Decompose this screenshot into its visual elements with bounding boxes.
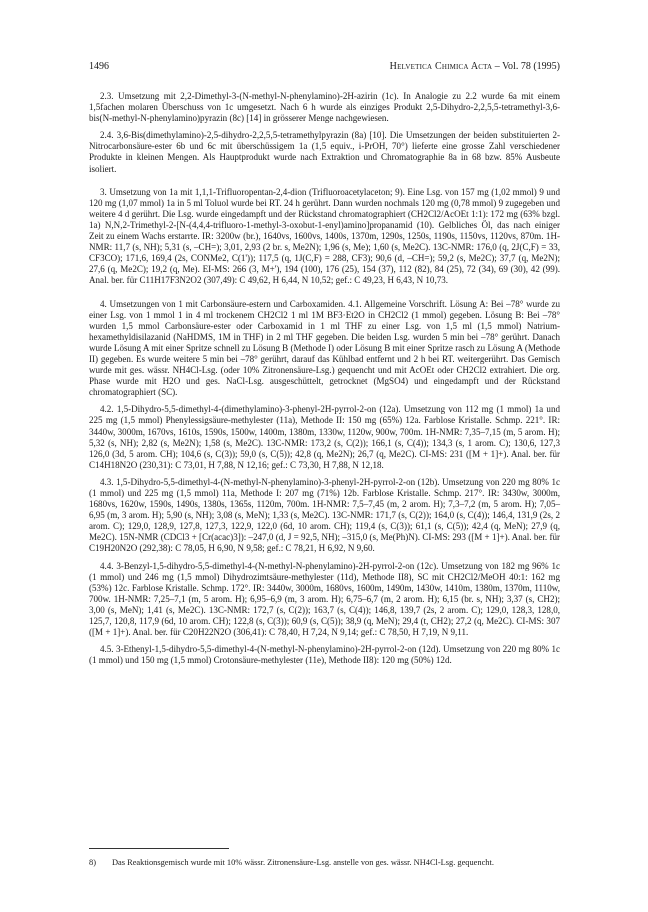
journal-name: Helvetica Chimica Acta [389,61,493,72]
paragraph-2-4: 2.4. 3,6-Bis(dimethylamino)-2,5-dihydro-2,2,5,5-tetramethylpyrazin (8a) [10]. Die Umsetzungen der beiden substituierten 2-Nitrocarbonsäure-ester 6b und 6c mit überschüssigem 1a (1,5 equiv., i-PrOH, 70°) lieferte eine grosse Zahl verschiedener Produkte in kleinen Mengen. Als Hauptprodukt wurde nach Extraktion und Chromatographie 8a in 68 bzw. 85% Ausbeute isoliert. [89,130,560,174]
footnote [89,858,560,869]
journal-title [390,61,560,72]
paragraph-2-3: 2.3. Umsetzung mit 2,2-Dimethyl-3-(N-methyl-N-phenylamino)-2H-azirin (1c). In Analogie zu 2.2 wurde 6a mit einem 1,5fachen molaren Überschuss von 1c umgesetzt. Nach 6 h wurde als einziges Produkt 2,5-Dihydro-2,2,5,5-tetramethyl-3,6-bis(N-methyl-N-phenylamino)pyrazin (8c) [14] in grösserer Menge nachgewiesen. [89,91,560,124]
paragraph-4-3: 4.3. 1,5-Dihydro-5,5-dimethyl-4-(N-methyl-N-phenylamino)-3-phenyl-2H-pyrrol-2-on (12b). Umsetzung von 220 mg 80% 1c (1 mmol) und 225 mg (1,5 mmol) 11a, Methode I: 207 mg (71%) 12b. Farblose Kristalle. Schmp. 217°. IR: 3430w, 3000m, 1680vs, 1620w, 1590s, 1490s, 1380s, 1365s, 1120m, 700m. 1H-NMR: 7,5–7,45 (m, 2 arom. H); 7,3–7,2 (m, 5 arom. H); 7,05–6,95 (m, 3 arom. H); 5,90 (s, NH); 3,08 (s, MeN); 1,33 (s, Me2C). 13C-NMR: 171,7 (s, C(2)); 164,0 (s, C(4)); 146,4, 131,9 (2s, 2 arom. C); 129,0, 128,9, 127,8, 127,3, 122,9, 122,0 (6d, 10 arom. CH); 119,4 (s, C(3)); 61,1 (s, C(5)); 42,4 (q, MeN); 27,9 (q, Me2C). 15N-NMR (CDCl3 + [Cr(acac)3]): –247,0 (d, J = 92,5, NH); –315,0 (s, Me(Ph)N). CI-MS: 293 ([M + 1]+). Anal. ber. für C19H20N2O (292,38): C 78,05, H 6,90, N 9,58; gef.: C 78,21, H 6,92, N 9,60. [89,476,560,554]
paragraph-4-1: 4. Umsetzungen von 1 mit Carbonsäure-estern und Carboxamiden. 4.1. Allgemeine Vorschrift. Lösung A: Bei –78° wurde zu einer Lsg. von 1 mmol 1 in 4 ml trockenem CH2Cl2 1 ml 1M BF3·Et2O in CH2Cl2 (1 mmol) gegeben. Lösung B: Bei –78° wurden 1,5 mmol Carbonsäure-ester oder Carboxamid in 1 ml THF zu einer Lsg. von 1,5 ml (1,5 mmol) Natrium-hexamethyldisilazanid (NaHDMS, 1M in THF) in 2 ml THF gegeben. Die beiden Lsg. wurden 5 min bei –78° gerührt. Danach wurde Lösung A mit einer Spritze schnell zu Lösung B (Methode I) oder Lösung B mit einer Spritze rasch zu Lösung A (Methode II) gegeben. Es wurde weitere 5 min bei –78° gerührt, darauf das Kühlbad entfernt und 2 h bei RT. weitergerührt. Das Gemisch wurde mit ges. wässr. NH4Cl-Lsg. (oder 10% Zitronensäure-Lsg.) gequencht und mit AcOEt oder CH2Cl2 extrahiert. Die org. Phase wurde mit H2O und ges. NaCl-Lsg. ausgeschüttelt, getrocknet (MgSO4) und eingedampft und der Rückstand chromatographiert (SC). [89,298,560,398]
journal-volume: – Vol. 78 (1995) [494,61,560,72]
paragraph-4-5: 4.5. 3-Ethenyl-1,5-dihydro-5,5-dimethyl-4-(N-methyl-N-phenylamino)-2H-pyrrol-2-on (12d). Umsetzung von 220 mg 80% 1c (1 mmol) und 150 mg (1,5 mmol) Crotonsäure-methylester (11e), Methode II8): 120 mg (50%) 12d. [89,644,560,666]
paragraph-3: 3. Umsetzung von 1a mit 1,1,1-Trifluoropentan-2,4-dion (Trifluoroacetylaceton; 9). Eine Lsg. von 157 mg (1,02 mmol) 9 und 120 mg (1,07 mmol) 1a in 5 ml Toluol wurde bei RT. 24 h gerührt. Dann wurden nochmals 120 mg (0,78 mmol) 9 zugegeben und weitere 4 d gerührt. Die Lsg. wurde eingedampft und der Rückstand chromatographiert (CH2Cl2/AcOEt 1:1): 172 mg (63% bzgl. 1a) N,N,2-Trimethyl-2-[N-(4,4,4-trifluoro-1-methyl-3-oxobut-1-enyl)amino]propanamid (10). Gelbliches Öl, das nach einiger Zeit zu einem Wachs erstarrte. IR: 3200w (br.), 1640vs, 1600vs, 1400s, 1370m, 1290s, 1250s, 1190s, 1150vs, 1120vs, 870m. 1H-NMR: 11,7 (s, NH); 5,31 (s, –CH=); 3,01, 2,93 (2 br. s, Me2N); 1,96 (s, Me); 1,60 (s, Me2C). 13C-NMR: 176,0 (q, 2J(C,F) = 33, CF3CO); 171,6, 169,4 (2s, CONMe2, C(1')); 117,5 (q, 1J(C,F) = 288, CF3); 90,6 (d, –CH=); 59,2 (s, Me2C); 37,7 (q, Me2N); 27,6 (q, Me2C); 19,2 (q, Me). EI-MS: 266 (3, M+'), 194 (100), 176 (25), 154 (37), 112 (82), 84 (25), 72 (34), 69 (30), 42 (99). Anal. ber. für C11H17F3N2O2 (307,49): C 49,62, H 6,44, N 10,52; gef.: C 49,23, H 6,43, N 10,73. [89,186,560,286]
article-body [89,91,560,672]
page-number: 1496 [89,61,109,72]
running-header [89,61,560,74]
paragraph-4-4: 4.4. 3-Benzyl-1,5-dihydro-5,5-dimethyl-4-(N-methyl-N-phenylamino)-2H-pyrrol-2-on (12c). Umsetzung von 182 mg 96% 1c (1 mmol) und 246 mg (1,5 mmol) Dihydrozimtsäure-methylester (11d), Methode II8), SC mit CH2Cl2/MeOH 40:1: 162 mg (53%) 12c. Farblose Kristalle. Schmp. 172°. IR: 3440w, 3000m, 1680vs, 1600m, 1490m, 1430w, 1410m, 1380m, 1370m, 1110w, 700w. 1H-NMR: 7,25–7,1 (m, 5 arom. H); 6,95–6,9 (m, 3 arom. H); 6,75–6,7 (m, 2 arom. H); 6,15 (br. s, NH); 3,37 (s, CH2); 3,00 (s, MeN); 1,41 (s, Me2C). 13C-NMR: 172,7 (s, C(2)); 163,7 (s, C(4)); 146,8, 139,7 (2s, 2 arom. C); 129,0, 128,3, 128,0, 125,7, 120,8, 117,9 (6d, 10 arom. CH); 122,8 (s, C(3)); 60,9 (s, C(5)); 38,9 (q, MeN); 29,4 (t, CH2); 27,2 (q, Me2C). CI-MS: 307 ([M + 1]+). Anal. ber. für C20H22N2O (306,41): C 78,40, H 7,24, N 9,14; gef.: C 78,50, H 7,19, N 9,11. [89,560,560,638]
footnote-marker: 8) [89,858,96,867]
paragraph-4-2: 4.2. 1,5-Dihydro-5,5-dimethyl-4-(dimethylamino)-3-phenyl-2H-pyrrol-2-on (12a). Umsetzung von 112 mg (1 mmol) 1a und 225 mg (1,5 mmol) Phenylessigsäure-methylester (11a), Methode II: 150 mg (65%) 12a. Farblose Kristalle. Schmp. 221°. IR: 3440w, 3000m, 1670vs, 1610s, 1590s, 1500w, 1400m, 1380m, 1330w, 1120w, 900w, 700m. 1H-NMR: 7,35–7,15 (m, 5 arom. H); 5,32 (s, NH); 2,82 (s, Me2N); 1,58 (s, Me2C). 13C-NMR: 173,2 (s, C(2)); 166,1 (s, C(4)); 134,3 (s, 1 arom. C); 130,6, 127,3 126,0 (3d, 5 arom. CH); 104,6 (s, C(3)); 59,0 (s, C(5)); 42,8 (q, Me2N); 26,7 (q, Me2C). CI-MS: 231 ([M + 1]+). Anal. ber. für C14H18N2O (230,31): C 73,01, H 7,88, N 12,16; gef.: C 73,30, H 7,88, N 12,18. [89,404,560,470]
footnote-text: Das Reaktionsgemisch wurde mit 10% wässr. Zitronensäure-Lsg. anstelle von ges. wässr. NH4Cl-Lsg. gequencht. [112,858,494,867]
footnote-rule [89,848,229,849]
